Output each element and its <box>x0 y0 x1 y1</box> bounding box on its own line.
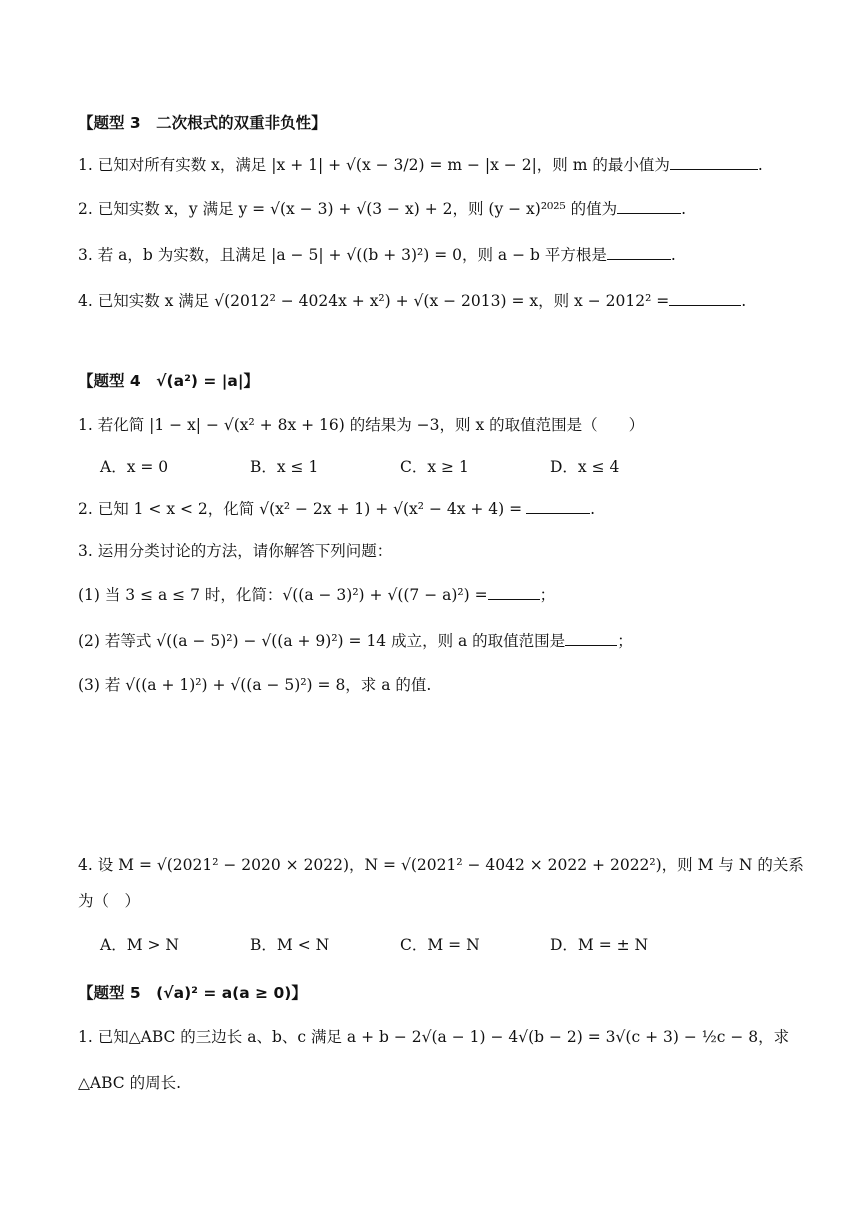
s3-q4-text: 4. 已知实数 x 满足 √(2012² − 4024x + x²) + √(x − 2013) = x，则 x − 2012² = <box>78 292 670 310</box>
answer-blank <box>526 499 590 514</box>
s3-q2-text: 2. 已知实数 x，y 满足 y = √(x − 3) + √(3 − x) + 2，则 (y − x)²⁰²⁵ 的值为 <box>78 200 618 218</box>
option-c: C．M = N <box>400 936 480 954</box>
s3-q3-text: 3. 若 a，b 为实数，且满足 |a − 5| + √((b + 3)²) = 0，则 a − b 平方根是 <box>78 246 607 264</box>
s4-q2: 2. 已知 1 < x < 2，化简 √(x² − 2x + 1) + √(x² − 4x + 4) = . <box>78 500 596 518</box>
s4-q1: 1. 若化简 |1 − x| − √(x² + 8x + 16) 的结果为 −3，则 x 的取值范围是（ ） <box>78 416 645 434</box>
answer-blank <box>565 631 617 646</box>
s4-q4-options <box>100 934 800 956</box>
s3-q3: 3. 若 a，b 为实数，且满足 |a − 5| + √((b + 3)²) = 0，则 a − b 平方根是 . <box>78 246 676 264</box>
s4-q2-text: 2. 已知 1 < x < 2，化简 √(x² − 2x + 1) + √(x² − 4x + 4) = <box>78 500 523 518</box>
s5-q1-line1: 1. 已知△ABC 的三边长 a、b、c 满足 a + b − 2√(a − 1) − 4√(b − 2) = 3√(c + 3) − ½c − 8，求 <box>78 1028 790 1046</box>
s3-q2: 2. 已知实数 x，y 满足 y = √(x − 3) + √(3 − x) + 2，则 (y − x)²⁰²⁵ 的值为 . <box>78 200 687 218</box>
answer-blank <box>488 585 540 600</box>
s4-q1-options <box>100 456 800 478</box>
option-c: C．x ≥ 1 <box>400 458 469 476</box>
answer-blank <box>669 291 741 306</box>
s3-q1-text: 1. 已知对所有实数 x，满足 |x + 1| + √(x − 3/2) = m − |x − 2|，则 m 的最小值为 <box>78 156 670 174</box>
section-header-3: 【题型 3 二次根式的双重非负性】 <box>78 114 327 132</box>
section-header-5: 【题型 5 (√a)² = a(a ≥ 0)】 <box>78 984 307 1002</box>
s4-q3-2: (2) 若等式 √((a − 5)²) − √((a + 9)²) = 14 成立，则 a 的取值范围是 ； <box>78 632 633 650</box>
s5-q1-line2: △ABC 的周长. <box>78 1074 182 1092</box>
option-a: A．M > N <box>100 936 179 954</box>
s4-q3-3: (3) 若 √((a + 1)²) + √((a − 5)²) = 8，求 a 的值. <box>78 676 432 694</box>
section-header-4: 【题型 4 √(a²) = |a|】 <box>78 372 259 390</box>
s3-q4: 4. 已知实数 x 满足 √(2012² − 4024x + x²) + √(x − 2013) = x，则 x − 2012² = . <box>78 292 747 310</box>
option-b: B．M < N <box>250 936 330 954</box>
s4-q3-1-text: (1) 当 3 ≤ a ≤ 7 时，化简：√((a − 3)²) + √((7 − a)²) = <box>78 586 488 604</box>
s4-q4-line1: 4. 设 M = √(2021² − 2020 × 2022)，N = √(2021² − 4042 × 2022 + 2022²)，则 M 与 N 的关系 <box>78 856 804 874</box>
option-a: A．x = 0 <box>100 458 169 476</box>
answer-blank <box>670 155 758 170</box>
s4-q3-2-text: (2) 若等式 √((a − 5)²) − √((a + 9)²) = 14 成立，则 a 的取值范围是 <box>78 632 566 650</box>
option-d: D．M = ± N <box>550 936 649 954</box>
option-d: D．x ≤ 4 <box>550 458 620 476</box>
answer-blank <box>617 199 681 214</box>
option-b: B．x ≤ 1 <box>250 458 319 476</box>
s4-q3: 3. 运用分类讨论的方法，请你解答下列问题： <box>78 542 393 560</box>
s4-q3-1: (1) 当 3 ≤ a ≤ 7 时，化简：√((a − 3)²) + √((7 − a)²) = ； <box>78 586 556 604</box>
s4-q4-line2: 为（ ） <box>78 892 141 910</box>
answer-blank <box>607 245 671 260</box>
s3-q1: 1. 已知对所有实数 x，满足 |x + 1| + √(x − 3/2) = m − |x − 2|，则 m 的最小值为 . <box>78 156 763 174</box>
